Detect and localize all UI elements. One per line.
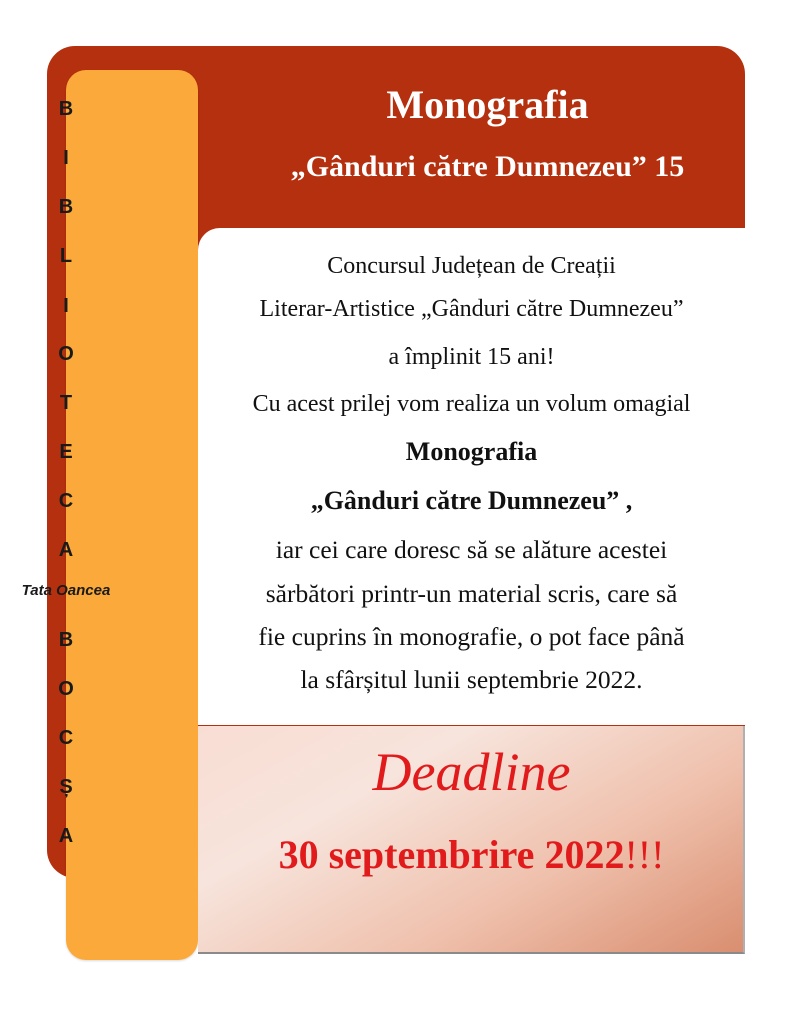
sidebar-letter: I xyxy=(63,295,69,317)
content-line: iar cei care doresc să se alăture acestei xyxy=(275,535,668,564)
deadline-exclaim: !!! xyxy=(624,832,665,877)
sidebar-letter: L xyxy=(59,245,73,267)
content-line: sărbători printr-un material scris, care să xyxy=(265,579,678,608)
sidebar-letter: B xyxy=(58,629,74,651)
sidebar-letter: E xyxy=(59,441,73,463)
page-subtitle: „Gânduri către Dumnezeu” 15 xyxy=(290,150,685,183)
content-line: fie cuprins în monografie, o pot face până xyxy=(258,622,685,651)
sidebar-letter: A xyxy=(58,825,74,847)
deadline-title: Deadline xyxy=(372,742,571,802)
sidebar-letter: I xyxy=(63,147,69,169)
sidebar-letter: C xyxy=(58,727,74,749)
content-highlight-title: Monografia xyxy=(405,437,538,466)
sidebar-letter: O xyxy=(58,678,74,700)
sidebar-letter: B xyxy=(58,98,74,120)
sidebar-letter: Ș xyxy=(59,776,73,798)
sidebar-letter: B xyxy=(58,196,74,218)
content-line: la sfârșitul lunii septembrie 2022. xyxy=(300,665,643,694)
sidebar-letter: C xyxy=(58,490,74,512)
content-highlight-subtitle: „Gânduri către Dumnezeu” , xyxy=(310,486,633,515)
content-line: Literar-Artistice „Gânduri către Dumnezeu” xyxy=(259,296,684,322)
deadline-date xyxy=(198,830,745,880)
sidebar-letter: A xyxy=(58,539,74,561)
sidebar-letter: O xyxy=(58,343,74,365)
content-line: a împlinit 15 ani! xyxy=(388,344,555,370)
deadline-date-text: 30 septembrire 2022 xyxy=(278,832,625,877)
content-line: Concursul Județean de Creații xyxy=(327,253,616,279)
page-title: Monografia xyxy=(386,82,589,127)
sidebar-subtitle: Tata Oancea xyxy=(21,582,111,599)
sidebar-letter: T xyxy=(59,392,73,414)
content-line: Cu acest prilej vom realiza un volum omagial xyxy=(252,391,691,417)
